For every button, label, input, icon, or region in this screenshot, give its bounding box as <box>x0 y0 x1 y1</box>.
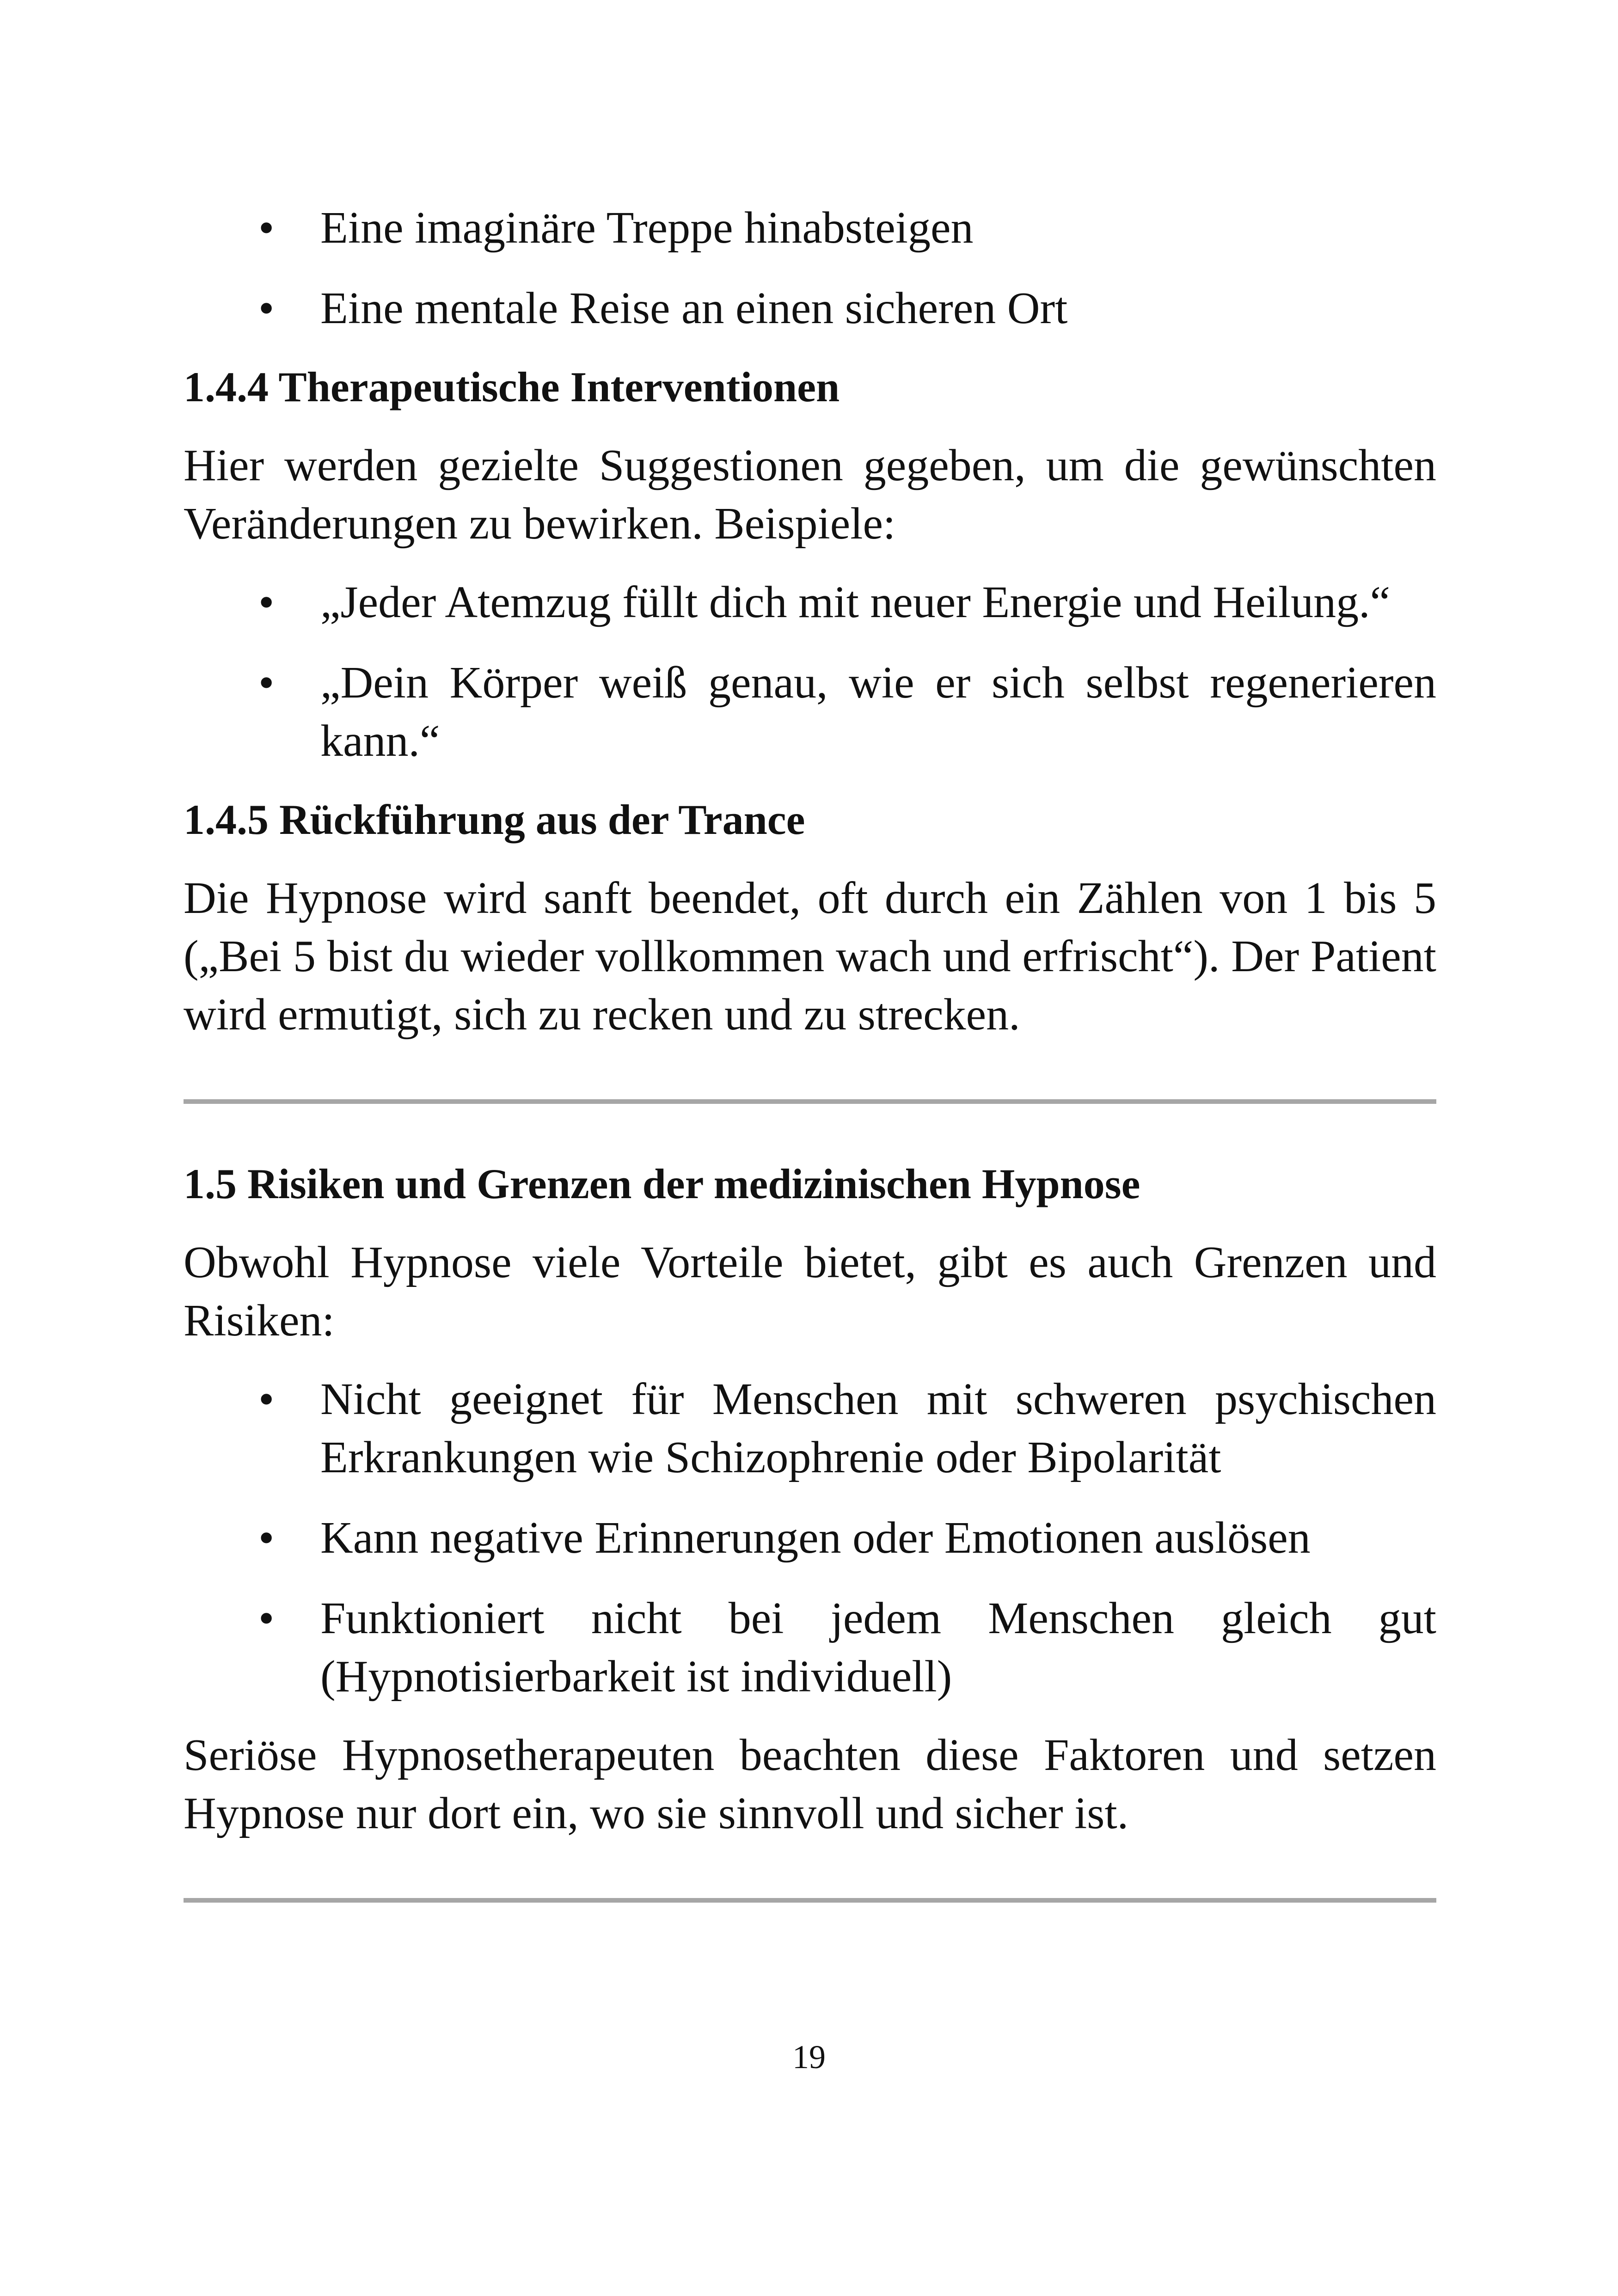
heading-1-4-4: 1.4.4 Therapeutische Interventionen <box>184 363 840 410</box>
list-item <box>184 1509 1436 1567</box>
list-item <box>184 1370 1436 1487</box>
bullet-list-risks <box>184 1370 1436 1706</box>
paragraph-risks-closing: Seriöse Hypnosetherapeuten beachten diese Faktoren und setzen Hypnose nur dort ein, wo sie sinnvoll und sicher ist. <box>184 1730 1436 1838</box>
bullet-icon: • <box>258 658 275 708</box>
heading-1-4-5: 1.4.5 Rückführung aus der Trance <box>184 796 805 843</box>
bullet-icon: • <box>258 283 275 333</box>
bullet-icon: • <box>258 1513 275 1563</box>
bullet-icon: • <box>258 577 275 627</box>
list-item <box>184 573 1436 631</box>
list-item-text: „Jeder Atemzug füllt dich mit neuer Energie und Heilung.“ <box>320 577 1391 627</box>
page-number: 19 <box>792 2039 826 2076</box>
bullet-icon: • <box>258 1593 275 1643</box>
list-item-text: Kann negative Erinnerungen oder Emotionen auslösen <box>320 1513 1311 1563</box>
list-item-text: „Dein Körper weiß genau, wie er sich selbst regenerieren kann.“ <box>320 658 1436 766</box>
list-item-text: Eine mentale Reise an einen sicheren Ort <box>320 283 1068 333</box>
paragraph-trance-return: Die Hypnose wird sanft beendet, oft durch ein Zählen von 1 bis 5 („Bei 5 bist du wieder vollkommen wach und erfrischt“). Der Patient wird ermutigt, sich zu recken und zu strecken. <box>184 873 1436 1040</box>
bullet-list-top <box>184 199 1436 337</box>
heading-1-5: 1.5 Risiken und Grenzen der medizinischen Hypnose <box>184 1160 1140 1207</box>
horizontal-rule <box>184 1898 1436 1903</box>
list-item-text: Eine imaginäre Treppe hinabsteigen <box>320 203 974 253</box>
paragraph-interventions-intro: Hier werden gezielte Suggestionen gegeben, um die gewünschten Veränderungen zu bewirken. Beispiele: <box>184 441 1436 549</box>
list-item <box>184 1589 1436 1706</box>
horizontal-rule <box>184 1099 1436 1104</box>
bullet-icon: • <box>258 203 275 253</box>
paragraph-risks-intro: Obwohl Hypnose viele Vorteile bietet, gibt es auch Grenzen und Risiken: <box>184 1237 1436 1346</box>
list-item <box>184 199 1436 257</box>
page-content <box>184 199 1436 1903</box>
list-item-text: Nicht geeignet für Menschen mit schweren psychischen Erkrankungen wie Schizophrenie oder Bipolarität <box>320 1374 1436 1482</box>
list-item-text: Funktioniert nicht bei jedem Menschen gleich gut (Hypnotisierbarkeit ist individuell) <box>320 1593 1436 1702</box>
bullet-list-suggestions <box>184 573 1436 770</box>
list-item <box>184 279 1436 337</box>
bullet-icon: • <box>258 1374 275 1424</box>
list-item <box>184 654 1436 770</box>
